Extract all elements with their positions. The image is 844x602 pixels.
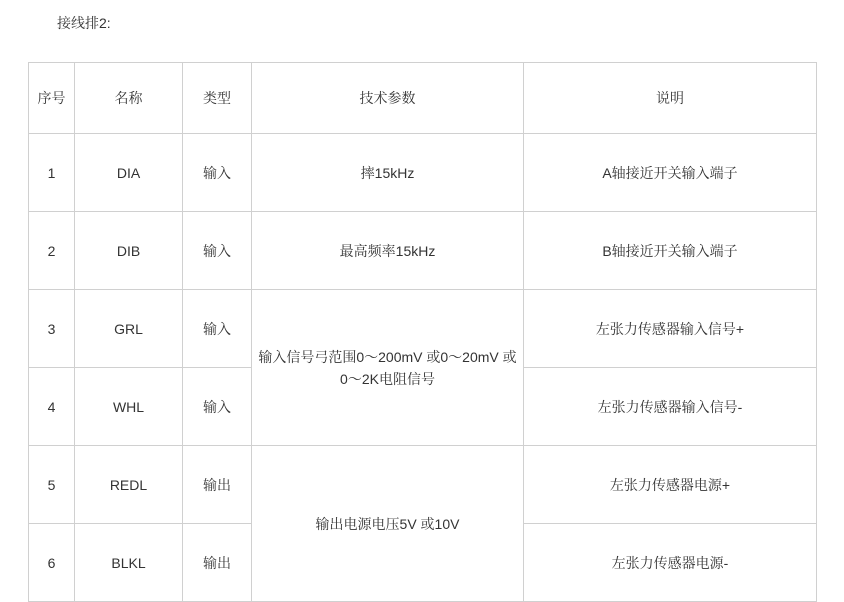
cell-param-merged: 输出电源电压5V 或10V xyxy=(252,446,524,602)
cell-no: 3 xyxy=(29,290,75,368)
spec-table-container xyxy=(28,62,816,602)
cell-name: DIA xyxy=(75,134,183,212)
cell-desc: 左张力传感器输入信号+ xyxy=(524,290,817,368)
table-row xyxy=(29,446,817,524)
cell-param: 最高频率15kHz xyxy=(252,212,524,290)
cell-name: BLKL xyxy=(75,524,183,602)
column-header-param: 技术参数 xyxy=(252,63,524,134)
cell-name: WHL xyxy=(75,368,183,446)
cell-name: DIB xyxy=(75,212,183,290)
cell-desc: B轴接近开关输入端子 xyxy=(524,212,817,290)
page-title: 接线排2: xyxy=(57,15,111,31)
cell-type: 输入 xyxy=(183,368,252,446)
cell-no: 1 xyxy=(29,134,75,212)
cell-name: GRL xyxy=(75,290,183,368)
cell-desc: 左张力传感器输入信号- xyxy=(524,368,817,446)
column-header-name: 名称 xyxy=(75,63,183,134)
cell-desc: 左张力传感器电源- xyxy=(524,524,817,602)
column-header-no: 序号 xyxy=(29,63,75,134)
spec-table xyxy=(28,62,817,602)
table-row xyxy=(29,212,817,290)
column-header-desc: 说明 xyxy=(524,63,817,134)
cell-name: REDL xyxy=(75,446,183,524)
cell-param: 摔15kHz xyxy=(252,134,524,212)
cell-type: 输入 xyxy=(183,290,252,368)
cell-no: 5 xyxy=(29,446,75,524)
table-row xyxy=(29,134,817,212)
cell-desc: A轴接近开关输入端子 xyxy=(524,134,817,212)
cell-type: 输入 xyxy=(183,212,252,290)
cell-type: 输出 xyxy=(183,446,252,524)
cell-desc: 左张力传感器电源+ xyxy=(524,446,817,524)
cell-no: 4 xyxy=(29,368,75,446)
cell-type: 输入 xyxy=(183,134,252,212)
table-row xyxy=(29,290,817,368)
table-header-row xyxy=(29,63,817,134)
cell-no: 2 xyxy=(29,212,75,290)
column-header-type: 类型 xyxy=(183,63,252,134)
cell-param-merged: 输入信号弓范围0〜200mV 或0〜20mV 或0〜2K电阻信号 xyxy=(252,290,524,446)
cell-type: 输出 xyxy=(183,524,252,602)
cell-no: 6 xyxy=(29,524,75,602)
